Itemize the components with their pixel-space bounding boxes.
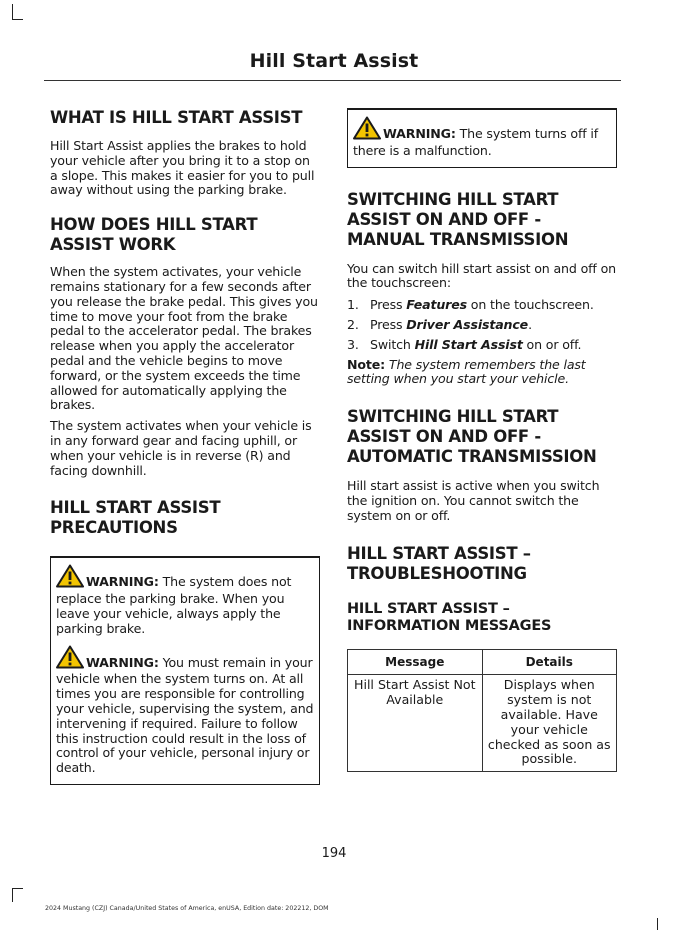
table-cell-details: Displays when system is not available. Have your vehicle checked as soon as possible. bbox=[482, 675, 617, 772]
list-item: 2. Press Driver Assistance. bbox=[347, 316, 532, 332]
note-text: The system remembers the last setting when you start your vehicle. bbox=[347, 356, 586, 387]
warning-item-parking-brake bbox=[56, 564, 314, 636]
steps-list bbox=[347, 298, 617, 352]
table-header-details: Details bbox=[482, 649, 617, 675]
warning-box-malfunction bbox=[347, 108, 617, 168]
right-column bbox=[347, 108, 617, 772]
information-messages-table bbox=[347, 649, 617, 773]
warning-text: The system does not replace the parking brake. When you leave your vehicle, always apply the parking brake. bbox=[56, 574, 292, 636]
warning-text: The system turns off if there is a malfunction. bbox=[353, 126, 599, 158]
warning-triangle-icon bbox=[56, 564, 84, 592]
crop-mark-bottom-left-h bbox=[12, 888, 23, 889]
table-cell-message: Hill Start Assist Not Available bbox=[348, 675, 483, 772]
warning-item-malfunction bbox=[353, 116, 611, 159]
section-heading-information-messages: HILL START ASSIST – INFORMATION MESSAGES bbox=[347, 600, 552, 634]
warning-triangle-icon bbox=[56, 645, 84, 673]
warning-label: WARNING: bbox=[86, 654, 159, 670]
table-header-row bbox=[348, 649, 617, 675]
warning-label: WARNING: bbox=[383, 126, 456, 141]
crop-mark-bottom-left-v bbox=[12, 888, 13, 902]
list-item: 3. Switch Hill Start Assist on or off. bbox=[347, 336, 582, 352]
left-column bbox=[50, 108, 320, 785]
section-heading-precautions: HILL START ASSIST PRECAUTIONS bbox=[50, 498, 221, 538]
footer-edition-info: 2024 Mustang (CZJ) Canada/United States of America, enUSA, Edition date: 202212, DOM bbox=[45, 905, 329, 912]
section-body-how-does-1: When the system activates, your vehicle remains stationary for a few seconds after you release the brake pedal. This gives you time to move your foot from the brake pedal to the accelerator pedal. The brakes release when you apply the accelerator pedal and the vehicle begins to move forward, or the system exceeds the time allowed for automatically applying the brakes. bbox=[50, 264, 318, 413]
warning-label: WARNING: bbox=[86, 574, 159, 590]
title-divider bbox=[44, 80, 621, 81]
note bbox=[347, 358, 617, 388]
section-heading-automatic-transmission: SWITCHING HILL START ASSIST ON AND OFF - AUTOMATIC TRANSMISSION bbox=[347, 407, 597, 467]
page-number: 194 bbox=[321, 846, 347, 861]
list-item: 1. Press Features on the touchscreen. bbox=[347, 297, 594, 313]
section-heading-manual-transmission: SWITCHING HILL START ASSIST ON AND OFF - MANUAL TRANSMISSION bbox=[347, 189, 569, 249]
table-header-message: Message bbox=[348, 649, 483, 675]
warning-box-precautions bbox=[50, 556, 320, 785]
section-intro-manual: You can switch hill start assist on and off on the touchscreen: bbox=[347, 260, 616, 291]
section-body-how-does-2: The system activates when your vehicle is in any forward gear and facing uphill, or when your vehicle is in reverse (R) and facing downhill. bbox=[50, 418, 312, 478]
note-label: Note: bbox=[347, 356, 386, 372]
warning-triangle-icon bbox=[353, 116, 381, 144]
crop-mark-top-left-v bbox=[12, 4, 13, 20]
section-heading-what-is: WHAT IS HILL START ASSIST bbox=[50, 108, 303, 127]
section-heading-troubleshooting: HILL START ASSIST – TROUBLESHOOTING bbox=[347, 543, 531, 583]
section-heading-how-does: HOW DOES HILL START ASSIST WORK bbox=[50, 215, 258, 255]
warning-item-remain-in-vehicle bbox=[56, 645, 314, 776]
warning-text: You must remain in your vehicle when the system turns on. At all times you are responsible for controlling your vehicle, supervising the system, and intervening if required. Failure to follow this instruction could result in the loss of control of your vehicle, personal injury or death. bbox=[56, 654, 314, 776]
crop-mark-bottom-right bbox=[657, 918, 658, 930]
page-title: Hill Start Assist bbox=[249, 50, 419, 72]
section-body-what-is: Hill Start Assist applies the brakes to hold your vehicle after you bring it to a stop on a slope. This makes it easier for you to pull away without using the parking brake. bbox=[50, 138, 315, 198]
crop-mark-top-left-h bbox=[12, 19, 23, 20]
section-body-automatic: Hill start assist is active when you switch the ignition on. You cannot switch the system on or off. bbox=[347, 478, 600, 523]
table-row bbox=[348, 675, 617, 772]
